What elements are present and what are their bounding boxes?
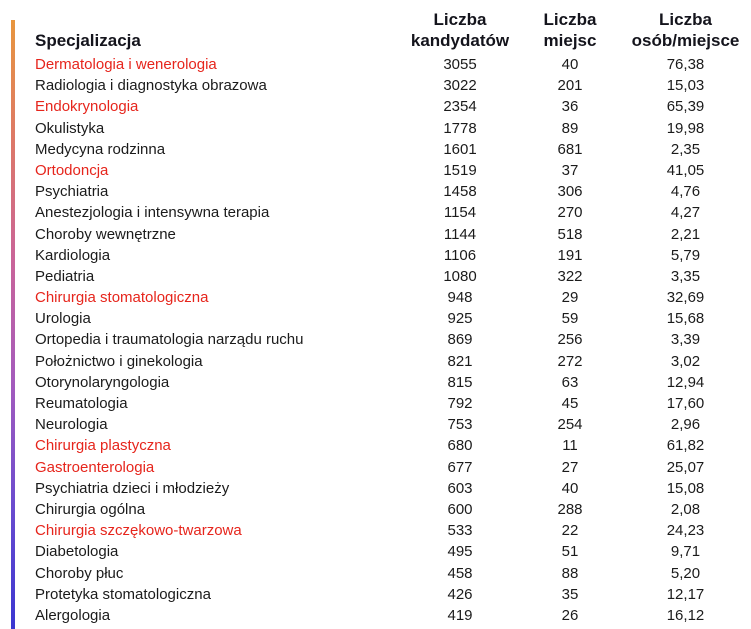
table-row	[35, 414, 751, 435]
cell-candidates: 1154	[443, 204, 477, 222]
col-header-specialization: Specjalizacja	[35, 31, 141, 50]
cell-seats: 22	[561, 522, 579, 540]
table-row	[35, 54, 751, 75]
cell-seats: 681	[557, 140, 583, 158]
cell-specialization: Ortopedia i traumatologia narządu ruchu	[35, 331, 304, 349]
table-row	[35, 520, 751, 541]
cell-candidates: 1601	[443, 140, 477, 158]
cell-candidates: 753	[447, 416, 473, 434]
col-header-ratio-line1: Liczba	[659, 10, 712, 29]
cell-candidates: 533	[447, 522, 473, 540]
cell-specialization: Gastroenterologia	[35, 458, 155, 476]
cell-ratio: 17,60	[666, 395, 705, 412]
cell-candidates: 821	[447, 352, 473, 370]
cell-specialization: Chirurgia ogólna	[35, 500, 146, 518]
table-row	[35, 224, 751, 245]
col-header-candidates	[400, 9, 520, 54]
cell-ratio: 61,82	[666, 437, 705, 455]
cell-seats: 36	[561, 98, 579, 116]
cell-candidates: 1106	[443, 246, 477, 264]
table-row	[35, 160, 751, 181]
table-row	[35, 181, 751, 202]
cell-specialization: Diabetologia	[35, 543, 119, 561]
table-row	[35, 372, 751, 393]
cell-seats: 272	[557, 352, 583, 370]
cell-seats: 29	[561, 289, 579, 307]
cell-specialization: Psychiatria	[35, 183, 109, 201]
cell-ratio: 2,08	[670, 500, 701, 518]
cell-ratio: 2,21	[670, 225, 701, 243]
cell-ratio: 5,20	[670, 564, 701, 582]
cell-candidates: 869	[447, 331, 473, 349]
table-row	[35, 393, 751, 414]
cell-candidates: 2354	[443, 98, 477, 116]
col-header-ratio	[620, 9, 751, 54]
cell-seats: 40	[561, 56, 579, 73]
cell-candidates: 3022	[443, 77, 477, 95]
cell-seats: 51	[561, 543, 579, 561]
cell-specialization: Ortodoncja	[35, 161, 109, 179]
cell-specialization: Radiologia i diagnostyka obrazowa	[35, 77, 267, 95]
cell-seats: 59	[561, 310, 579, 328]
cell-seats: 306	[557, 183, 583, 201]
cell-seats: 191	[557, 246, 583, 264]
cell-ratio: 12,94	[666, 373, 705, 391]
table-row	[35, 584, 751, 605]
cell-ratio: 16,12	[666, 606, 705, 624]
cell-ratio: 3,39	[670, 331, 701, 349]
cell-candidates: 925	[447, 310, 473, 328]
cell-specialization: Otorynolaryngologia	[35, 373, 170, 391]
table-row	[35, 245, 751, 266]
cell-seats: 40	[561, 479, 579, 497]
cell-specialization: Choroby wewnętrzne	[35, 225, 176, 243]
cell-seats: 35	[561, 585, 579, 603]
cell-candidates: 3055	[443, 56, 477, 73]
left-accent-bar	[11, 20, 15, 629]
col-header-ratio-line2: osób/miejsce	[631, 31, 740, 50]
cell-seats: 518	[557, 225, 583, 243]
cell-ratio: 15,68	[666, 310, 705, 328]
cell-candidates: 458	[447, 564, 473, 582]
cell-ratio: 32,69	[666, 289, 705, 307]
table-row	[35, 202, 751, 223]
cell-specialization: Alergologia	[35, 606, 111, 624]
cell-candidates: 948	[447, 289, 473, 307]
table-row	[35, 96, 751, 117]
cell-specialization: Protetyka stomatologiczna	[35, 585, 211, 603]
cell-ratio: 4,76	[670, 183, 701, 201]
table-header-row	[35, 0, 751, 54]
cell-seats: 26	[561, 606, 579, 624]
col-header-seats	[520, 9, 620, 54]
cell-specialization: Choroby płuc	[35, 564, 124, 582]
cell-candidates: 1519	[443, 161, 477, 179]
cell-specialization: Medycyna rodzinna	[35, 140, 166, 158]
cell-seats: 254	[557, 416, 583, 434]
col-header-candidates-line1: Liczba	[433, 10, 487, 29]
cell-candidates: 495	[447, 543, 473, 561]
cell-candidates: 1458	[443, 183, 477, 201]
cell-ratio: 24,23	[666, 522, 705, 540]
cell-candidates: 677	[447, 458, 473, 476]
cell-candidates: 1144	[443, 225, 477, 243]
cell-ratio: 3,35	[670, 267, 701, 285]
cell-ratio: 3,02	[670, 352, 701, 370]
cell-candidates: 1080	[443, 267, 477, 285]
table-row	[35, 287, 751, 308]
cell-specialization: Urologia	[35, 310, 91, 328]
cell-specialization: Endokrynologia	[35, 98, 139, 116]
cell-seats: 288	[557, 500, 583, 518]
cell-ratio: 4,27	[670, 204, 701, 222]
cell-ratio: 2,96	[670, 416, 701, 434]
cell-specialization: Neurologia	[35, 416, 108, 434]
table-row	[35, 139, 751, 160]
table-row	[35, 351, 751, 372]
cell-candidates: 792	[447, 395, 473, 412]
cell-candidates: 815	[447, 373, 473, 391]
cell-seats: 270	[557, 204, 583, 222]
table-row	[35, 457, 751, 478]
cell-candidates: 426	[447, 585, 473, 603]
cell-candidates: 603	[447, 479, 473, 497]
cell-seats: 322	[557, 267, 583, 285]
cell-seats: 27	[561, 458, 579, 476]
col-header-seats-line2: miejsc	[543, 31, 597, 50]
cell-candidates: 680	[447, 437, 473, 455]
cell-specialization: Chirurgia szczękowo-twarzowa	[35, 522, 242, 540]
table-row	[35, 75, 751, 96]
cell-specialization: Dermatologia i wenerologia	[35, 56, 217, 73]
cell-ratio: 2,35	[670, 140, 701, 158]
table-body	[35, 54, 751, 626]
specializations-table	[35, 0, 751, 626]
cell-seats: 89	[561, 119, 579, 137]
cell-seats: 88	[561, 564, 579, 582]
cell-ratio: 5,79	[670, 246, 701, 264]
table-row	[35, 329, 751, 350]
cell-candidates: 1778	[443, 119, 477, 137]
cell-specialization: Anestezjologia i intensywna terapia	[35, 204, 270, 222]
cell-ratio: 9,71	[670, 543, 701, 561]
table-row	[35, 563, 751, 584]
table-row	[35, 499, 751, 520]
table-row	[35, 541, 751, 562]
cell-specialization: Kardiologia	[35, 246, 111, 264]
cell-seats: 201	[557, 77, 583, 95]
col-header-candidates-line2: kandydatów	[410, 31, 510, 50]
cell-specialization: Chirurgia stomatologiczna	[35, 289, 209, 307]
cell-ratio: 19,98	[666, 119, 705, 137]
cell-candidates: 600	[447, 500, 473, 518]
cell-candidates: 419	[447, 606, 473, 624]
table-row	[35, 266, 751, 287]
col-header-seats-line1: Liczba	[543, 10, 597, 29]
cell-ratio: 41,05	[666, 161, 705, 179]
cell-specialization: Psychiatria dzieci i młodzieży	[35, 479, 230, 497]
cell-ratio: 76,38	[666, 56, 705, 73]
cell-specialization: Chirurgia plastyczna	[35, 437, 171, 455]
cell-specialization: Reumatologia	[35, 395, 128, 412]
cell-ratio: 25,07	[666, 458, 705, 476]
cell-seats: 37	[561, 161, 579, 179]
cell-seats: 11	[562, 437, 578, 455]
cell-specialization: Pediatria	[35, 267, 95, 285]
table-row	[35, 118, 751, 139]
cell-seats: 256	[557, 331, 583, 349]
cell-ratio: 15,08	[666, 479, 705, 497]
cell-ratio: 65,39	[666, 98, 705, 116]
table-row	[35, 605, 751, 626]
cell-specialization: Okulistyka	[35, 119, 105, 137]
cell-seats: 63	[561, 373, 579, 391]
cell-specialization: Położnictwo i ginekologia	[35, 352, 203, 370]
cell-seats: 45	[561, 395, 579, 412]
table-row	[35, 308, 751, 329]
table-row	[35, 478, 751, 499]
cell-ratio: 15,03	[666, 77, 705, 95]
cell-ratio: 12,17	[666, 585, 705, 603]
table-row	[35, 435, 751, 456]
